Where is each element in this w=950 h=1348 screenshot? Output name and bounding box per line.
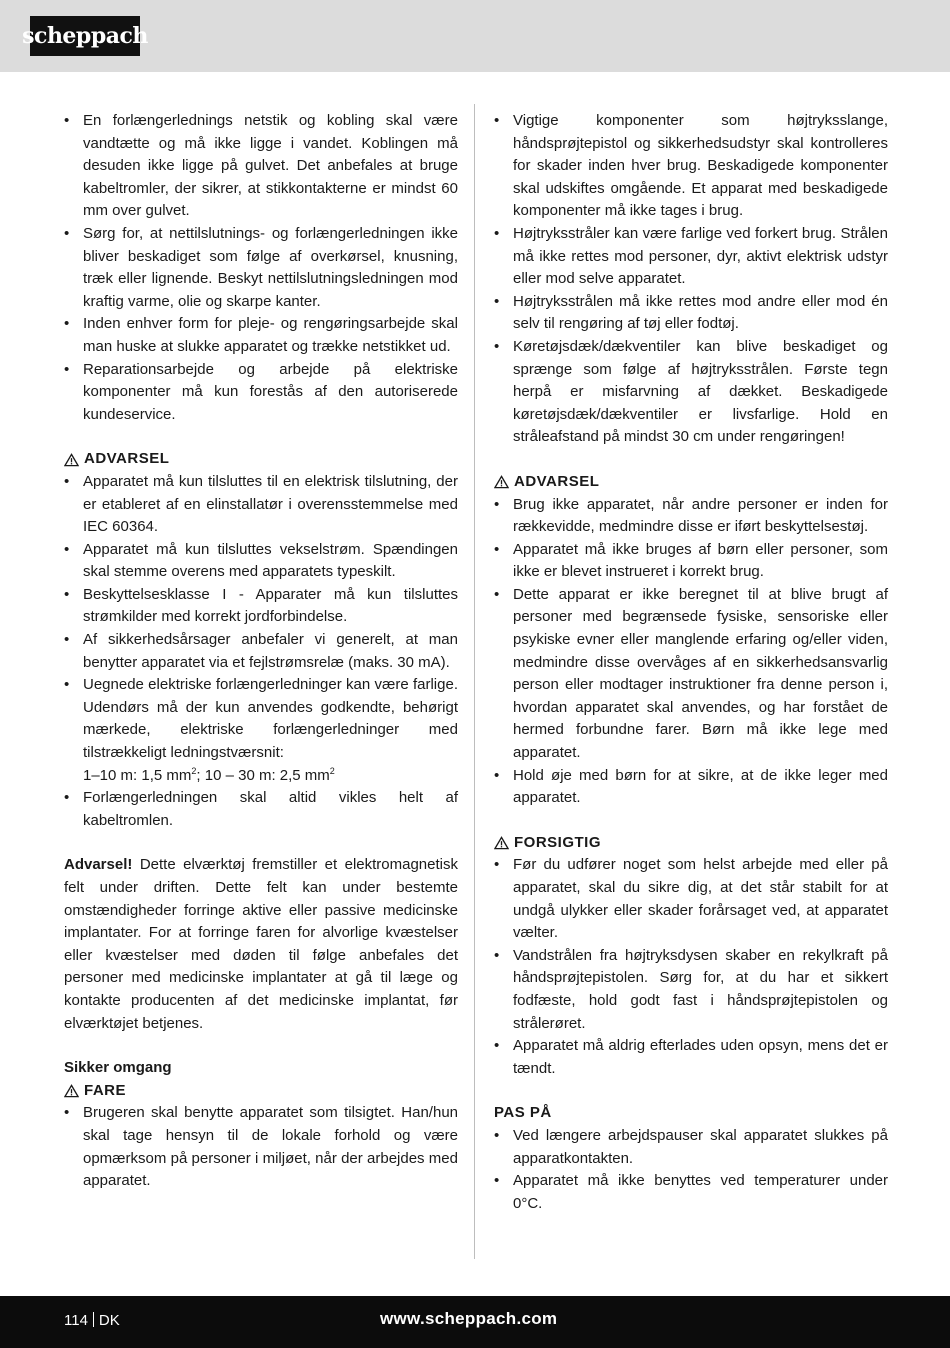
list-item [64, 674, 458, 787]
warning-triangle-icon [494, 475, 509, 489]
list-item: • Brugeren skal benytte apparatet som tilsigtet. Han/hun skal tage hensyn til de lokale forhold og være opmærksom på personer i miljøet, når der arbejdes med apparatet. [64, 1102, 458, 1192]
warning-heading [64, 448, 458, 471]
note-bold-label: Advarsel! [64, 856, 133, 874]
caution-section [494, 832, 888, 1081]
page-header [0, 0, 950, 72]
warning-title: ADVARSEL [514, 472, 600, 490]
list-item: • Forlængerledningen skal altid vikles helt af kabeltromlen. [64, 787, 458, 832]
list-item: • Reparationsarbejde og arbejde på elektriske komponenter må kun forestås af den autoriserede kundeservice. [64, 359, 458, 427]
cable-spec: 1–10 m: 1,5 $mm^2$; 10 – 30 m: 2,5 $mm^2$ [83, 765, 335, 784]
right-column [494, 110, 888, 1215]
warning-triangle-icon [64, 1084, 79, 1098]
left-bullet-list [64, 110, 458, 426]
caution-title: FORSIGTIG [514, 833, 601, 851]
list-item: • Hold øje med børn for at sikre, at de ikke leger med apparatet. [494, 765, 888, 810]
danger-heading [64, 1080, 458, 1103]
warning-triangle-icon [494, 836, 509, 850]
list-item: • Brug ikke apparatet, når andre personer er inden for rækkevidde, medmindre disse er iført beskyttelsestøj. [494, 494, 888, 539]
list-item: • Apparatet må kun tilsluttes til en elektrisk tilslutning, der er etableret af en elinstallatør i overensstemmelse med IEC 60364. [64, 471, 458, 539]
list-item: • En forlængerlednings netstik og kobling skal være vandtætte og må ikke ligge i vandet. Koblingen må desuden ikke ligge på gulvet. Det anbefales at bruge kabeltromler, der sikrer, at stikkontakterne er mindst 60 mm over gulvet. [64, 110, 458, 223]
list-item: • Sørg for, at nettilslutnings- og forlængerledningen ikke bliver beskadiget som følge af overkørsel, knusning, træk eller lignende. Beskyt nettilslutningsledningen mod kraftig varme, olie og skarpe kanter. [64, 223, 458, 313]
page-number [64, 1312, 120, 1329]
right-warning-section [494, 471, 888, 810]
list-item: • Apparatet må ikke bruges af børn eller personer, som ikke er blevet instrueret i korrekt brug. [494, 539, 888, 584]
warning-heading [494, 471, 888, 494]
note-text: Dette elværktøj fremstiller et elektromagnetisk felt under driften. Dette felt kan under bestemte omstændigheder forringe aktive eller passive medicinske implantater. For at forringe faren for alvorlige kvæstelser eller kvæstelser med døden til følge anbefales det personer med medicinske implantater at gå til læge og kontakte producenten af det medicinske implantat, før elværktøjet betjenes. [64, 856, 458, 1032]
caution-list [494, 854, 888, 1080]
brand-logo: scheppach [30, 16, 140, 56]
attention-title: PAS PÅ [494, 1104, 552, 1122]
warning-list [494, 494, 888, 810]
list-item: • Højtryksstråler kan være farlige ved forkert brug. Strålen må ikke rettes mod personer, dyr, aktivt elektrisk udstyr eller mod selve apparatet. [494, 223, 888, 291]
safe-handling-section [64, 1057, 458, 1193]
warning-title: ADVARSEL [84, 450, 170, 468]
language-code: DK [98, 1312, 120, 1329]
warning-list [64, 471, 458, 833]
left-warning-section [64, 448, 458, 832]
cable-item-text: Uegnede elektriske forlængerledninger kan være farlige. Udendørs må der kun anvendes godkendte, behørigt mærkede, elektriske forlængerledninger med tilstrækkeligt ledningstværsnit: [83, 676, 458, 762]
list-item: • Beskyttelsesklasse I - Apparater må kun tilsluttes strømkilder med korrekt jordforbindelse. [64, 584, 458, 629]
emf-note [64, 854, 458, 1035]
list-item: • Køretøjsdæk/dækventiler kan blive beskadiget og sprænge som følge af højtryksstrålen. Første tegn herpå er misfarvning af dækket. Beskadigede køretøjsdæk/dækventiler er livsfarlige. Hold en stråleafstand på mindst 30 cm under rengøringen! [494, 336, 888, 449]
list-item: • Inden enhver form for pleje- og rengøringsarbejde skal man huske at slukke apparatet og trække netstikket ud. [64, 313, 458, 358]
list-item: • Vigtige komponenter som højtryksslange, håndsprøjtepistol og sikkerhedsudstyr skal kontrolleres for skader inden hver brug. Beskadigede komponenter skal udskiftes omgående. Et apparat med beskadigede komponenter må ikke tages i brug. [494, 110, 888, 223]
page-number-value: 114 [64, 1312, 88, 1329]
list-item: • Dette apparat er ikke beregnet til at blive brugt af personer med begrænsede fysiske, sensoriske eller psykiske evner eller manglende erfaring og/eller viden, medmindre disse overvåges af en sikkerhedsansvarlig person eller modtager instruktioner fra denne person i, hvordan apparatet skal anvendes, og har forstået de hermed forbundne farer. Børn må ikke lege med apparatet. [494, 584, 888, 765]
left-column [64, 110, 458, 1193]
attention-heading [494, 1102, 888, 1125]
list-item: • Ved længere arbejdspauser skal apparatet slukkes på apparatkontakten. [494, 1125, 888, 1170]
list-item: • Apparatet må aldrig efterlades uden opsyn, mens det er tændt. [494, 1035, 888, 1080]
page-footer [0, 1296, 950, 1348]
column-divider [474, 104, 475, 1259]
list-item: • Apparatet må kun tilsluttes vekselstrøm. Spændingen skal stemme overens med apparatets typeskilt. [64, 539, 458, 584]
list-item: • Før du udfører noget som helst arbejde med eller på apparatet, skal du sikre dig, at det står stabilt for at undgå ulykker eller skader forårsaget ved, at apparatet vælter. [494, 854, 888, 944]
list-item: • Vandstrålen fra højtryksdysen skaber en rekylkraft på håndsprøjtepistolen. Sørg for, at du har et sikkert fodfæste, hold godt fast i håndsprøjtepistolen og strålerøret. [494, 945, 888, 1035]
safe-handling-title: Sikker omgang [64, 1059, 172, 1077]
attention-list [494, 1125, 888, 1215]
caution-heading [494, 832, 888, 855]
list-item: • Af sikkerhedsårsager anbefaler vi generelt, at man benytter apparatet via et fejlstrømsrelæ (maks. 30 mA). [64, 629, 458, 674]
website-link[interactable]: www.scheppach.com [380, 1309, 558, 1328]
danger-title: FARE [84, 1081, 127, 1099]
list-item: • Apparatet må ikke benyttes ved temperaturer under 0°C. [494, 1170, 888, 1215]
footer-separator [93, 1312, 94, 1327]
list-item: • Højtryksstrålen må ikke rettes mod andre eller mod én selv til rengøring af tøj eller fodtøj. [494, 291, 888, 336]
attention-section [494, 1102, 888, 1215]
danger-list [64, 1102, 458, 1192]
right-bullet-list [494, 110, 888, 449]
warning-triangle-icon [64, 453, 79, 467]
